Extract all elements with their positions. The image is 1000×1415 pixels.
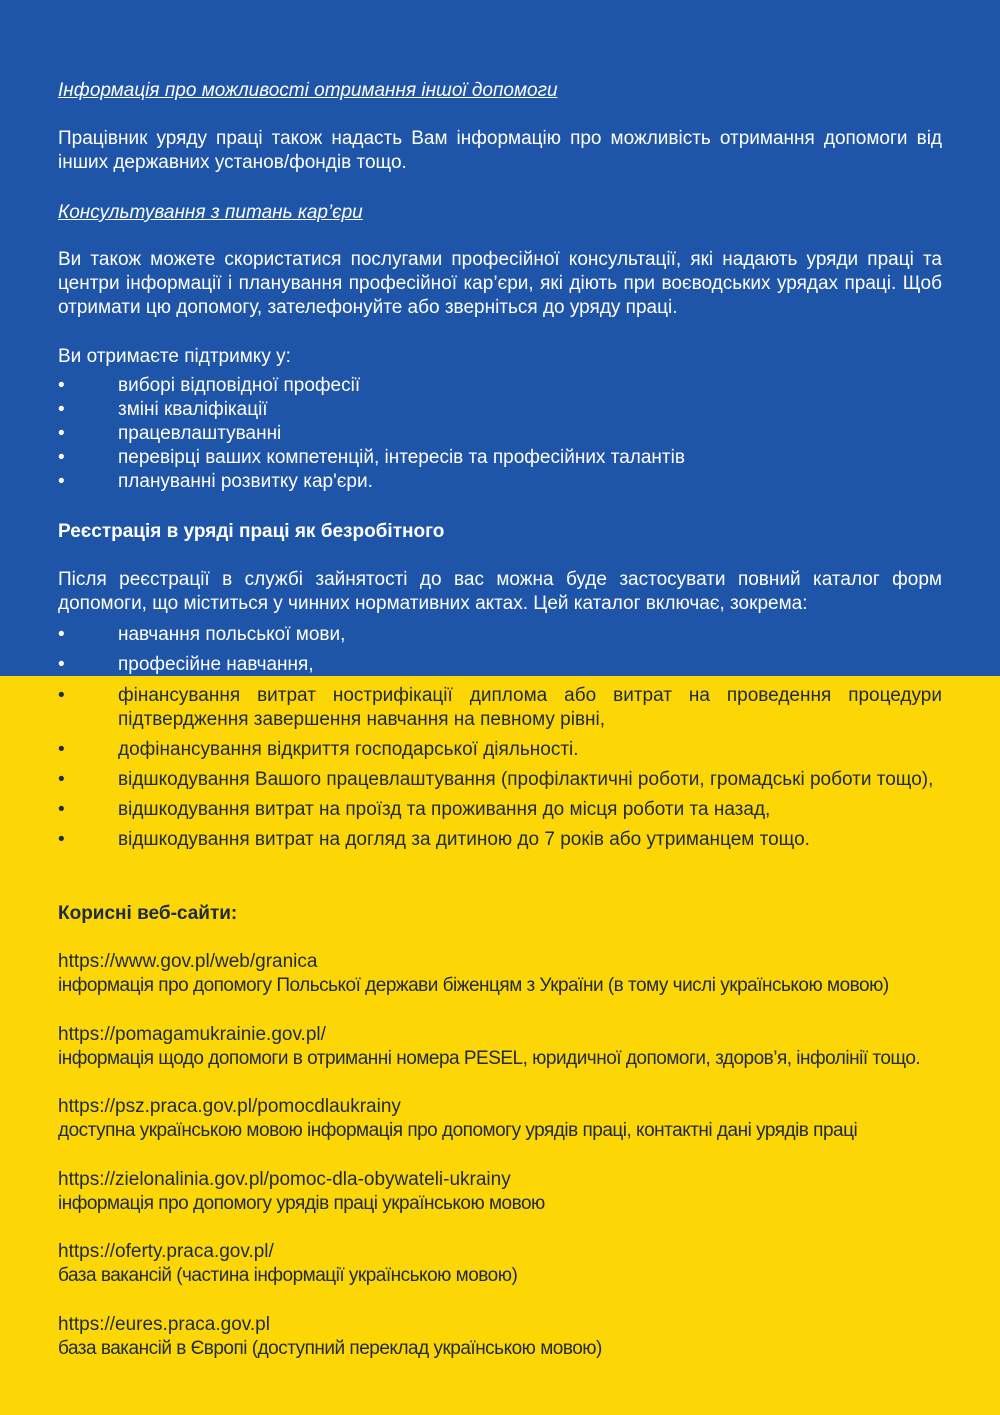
list-item: • відшкодування витрат на проїзд та проживання до місця роботи та назад, (58, 799, 771, 820)
list-item: • фінансування витрат нострифікації диплома або витрат на проведення процедури підтвердження завершення навчання на певному рівні, (58, 685, 942, 730)
website-description: база вакансій в Європі (доступний переклад українською мовою) (58, 1338, 602, 1359)
list-item: • відшкодування витрат на догляд за дитиною до 7 років або утриманцем тощо. (58, 829, 810, 850)
career-text: Ви також можете скористатися послугами професійної консультації, які надають уряди праці та центри інформації і планування професійної кар’єри, які діють при воєводських урядах праці. Щоб отримати цю допомогу, зателефонуйте або зверніться до уряду праці. (58, 249, 942, 318)
website-entry (58, 1023, 958, 1071)
website-entry (58, 1240, 958, 1288)
list-item: • професійне навчання, (58, 654, 314, 675)
registration-heading: Реєстрація в уряді праці як безробітного (58, 521, 445, 542)
website-description: інформація про допомогу урядів праці українською мовою (58, 1193, 545, 1214)
list-item: • зміні кваліфікації (58, 399, 268, 420)
registration-list-yellow (58, 684, 942, 852)
website-description: інформація про допомогу Польської держави біженцям з України (в тому числі українською мовою) (58, 975, 889, 996)
list-item: • перевірці ваших компетенцій, інтересів та професійних талантів (58, 447, 685, 468)
other-help-heading: Інформація про можливості отримання іншої допомоги (58, 80, 558, 101)
support-intro: Ви отримаєте підтримку у: (58, 346, 291, 367)
website-description: інформація щодо допомоги в отриманні номера PESEL, юридичної допомоги, здоров’я, інфолінії тощо. (58, 1048, 921, 1069)
website-entry (58, 1168, 958, 1216)
website-link[interactable]: https://eures.praca.gov.pl (58, 1314, 270, 1335)
websites-heading: Корисні веб-сайти: (58, 903, 238, 924)
registration-text: Після реєстрації в службі зайнятості до вас можна буде застосувати повний каталог форм допомоги, що міститься у чинних нормативних актах. Цей каталог включає, зокрема: (58, 569, 942, 614)
support-list (58, 374, 942, 494)
other-help-text: Працівник уряду праці також надасть Вам інформацію про можливість отримання допомоги від інших державних установ/фондів тощо. (58, 128, 942, 173)
website-entry (58, 1313, 958, 1361)
list-item: • відшкодування Вашого працевлаштування (профілактичні роботи, громадські роботи тощо), (58, 769, 934, 790)
website-link[interactable]: https://www.gov.pl/web/granica (58, 951, 318, 972)
website-description: база вакансій (частина інформації українською мовою) (58, 1265, 518, 1286)
list-item: • дофінансування відкриття господарської діяльності. (58, 739, 579, 760)
list-item: • виборі відповідної професії (58, 375, 361, 396)
website-entry (58, 950, 958, 998)
list-item: • плануванні розвитку кар'єри. (58, 471, 373, 492)
website-link[interactable]: https://pomagamukrainie.gov.pl/ (58, 1024, 326, 1045)
website-link[interactable]: https://psz.praca.gov.pl/pomocdlaukrainy (58, 1096, 401, 1117)
website-link[interactable]: https://oferty.praca.gov.pl/ (58, 1241, 274, 1262)
list-item: • навчання польської мови, (58, 624, 346, 645)
website-link[interactable]: https://zielonalinia.gov.pl/pomoc-dla-obywateli-ukrainy (58, 1169, 511, 1190)
website-description: доступна українською мовою інформація про допомогу урядів праці, контактні дані урядів праці (58, 1120, 858, 1141)
career-heading: Консультування з питань кар’єри (58, 202, 363, 223)
list-item: • працевлаштуванні (58, 423, 282, 444)
website-entry (58, 1095, 958, 1143)
registration-list-blue (58, 623, 942, 677)
